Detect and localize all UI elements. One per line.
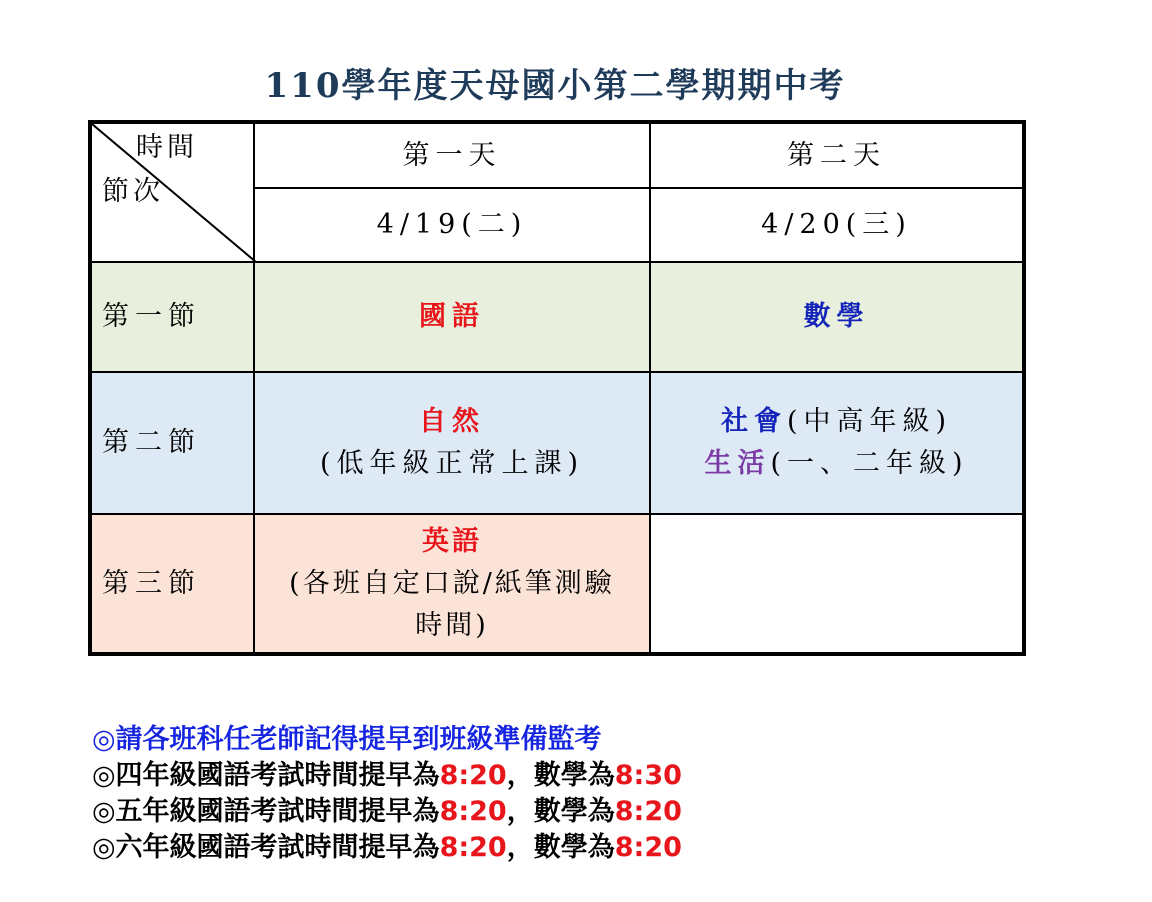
period2-day1-cell xyxy=(254,372,650,514)
table-row xyxy=(90,372,1024,514)
period3-day1-cell xyxy=(254,514,650,654)
period2-label: 第二節 xyxy=(90,372,254,514)
grade4-chinese-time: 8:20 xyxy=(439,760,507,791)
period2-day1-subject: 自然 xyxy=(419,406,485,437)
corner-time-label: 時間 xyxy=(136,132,198,163)
period3-day1-note-line1: (各班自定口說/紙筆測驗 xyxy=(289,567,615,599)
exam-schedule-table xyxy=(88,120,1026,656)
period2-day2-subject-social: 社會 xyxy=(720,406,787,437)
period1-day1-cell xyxy=(254,262,650,372)
grade5-chinese-time: 8:20 xyxy=(439,796,507,827)
day2-date: 4/20(三) xyxy=(650,188,1024,262)
period2-day2-subject-life: 生活 xyxy=(704,448,771,479)
grade4-math-time: 8:30 xyxy=(614,760,682,791)
page-title: 110學年度天母國小第二學期期中考 xyxy=(264,66,846,106)
corner-period-label: 節次 xyxy=(102,176,164,207)
table-row xyxy=(90,514,1024,654)
day1-date: 4/19(二) xyxy=(254,188,650,262)
period3-day2-cell xyxy=(650,514,1024,654)
period1-day2-subject: 數學 xyxy=(803,301,870,332)
table-row xyxy=(90,262,1024,372)
corner-header-cell xyxy=(90,122,254,262)
day1-header: 第一天 xyxy=(254,122,650,188)
period2-day2-note-social: (中高年級) xyxy=(786,406,953,437)
period2-day2-cell xyxy=(650,372,1024,514)
period1-day1-subject: 國語 xyxy=(419,301,485,332)
period3-day1-subject: 英語 xyxy=(422,525,482,557)
exam-notes xyxy=(92,722,682,866)
note-grade5: ◎五年級國語考試時間提早為8:20，數學為8:20 xyxy=(92,796,682,827)
period3-day1-note-line2: 時間) xyxy=(415,609,489,641)
grade6-math-time: 8:20 xyxy=(614,832,682,863)
day2-header: 第二天 xyxy=(650,122,1024,188)
period2-day1-note: (低年級正常上課) xyxy=(319,448,585,479)
period2-day2-note-life: (一、二年級) xyxy=(770,448,969,479)
grade6-chinese-time: 8:20 xyxy=(439,832,507,863)
period1-day2-cell xyxy=(650,262,1024,372)
period1-label: 第一節 xyxy=(90,262,254,372)
period3-label: 第三節 xyxy=(90,514,254,654)
grade5-math-time: 8:20 xyxy=(614,796,682,827)
note-grade4: ◎四年級國語考試時間提早為8:20，數學為8:30 xyxy=(92,760,682,791)
note-proctor-reminder: ◎請各班科任老師記得提早到班級準備監考 xyxy=(92,724,602,755)
note-grade6: ◎六年級國語考試時間提早為8:20，數學為8:20 xyxy=(92,832,682,863)
